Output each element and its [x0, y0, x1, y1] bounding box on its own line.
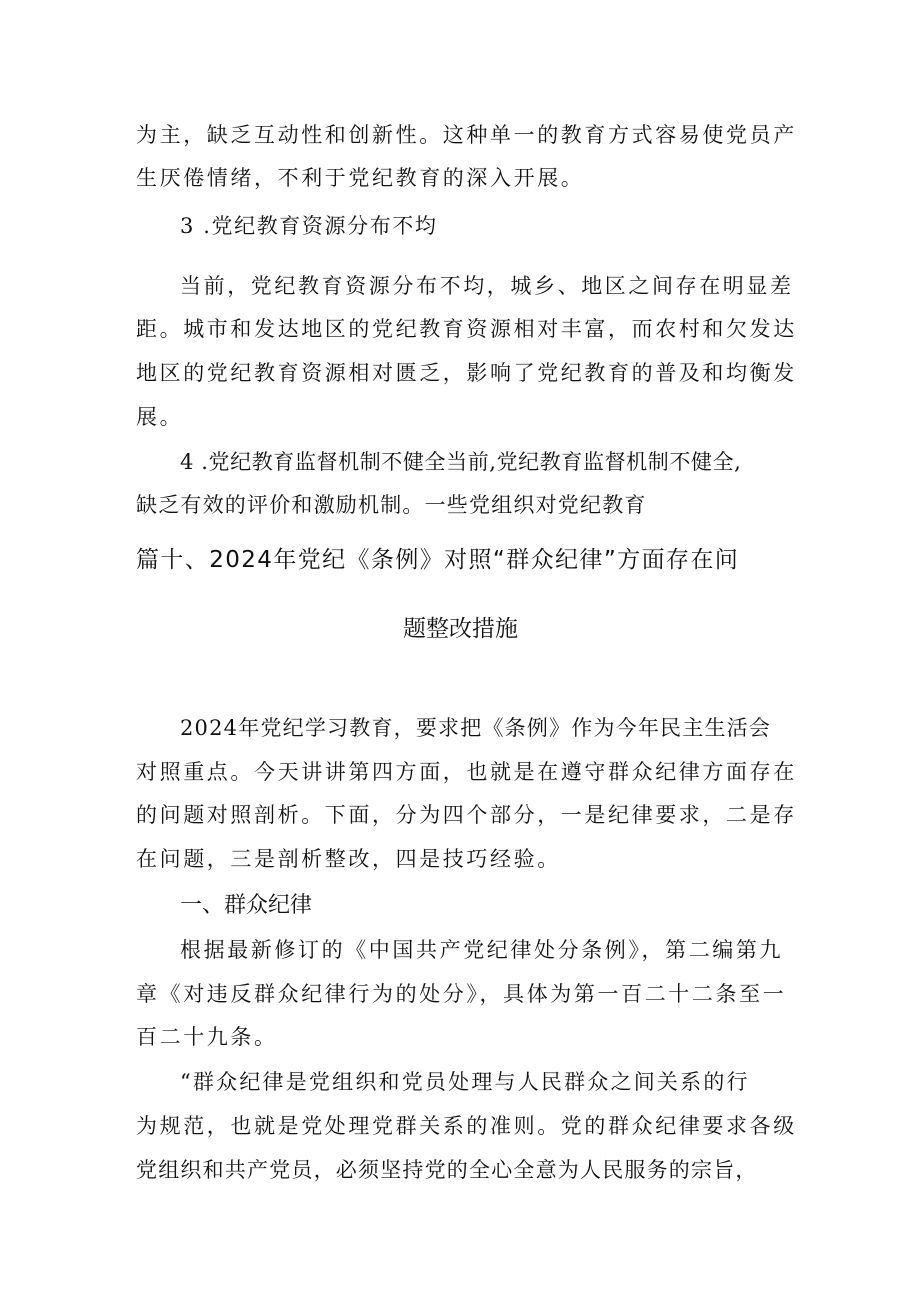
text-line: 4 .党纪教育监督机制不健全当前,党纪教育监督机制不健全,: [180, 450, 742, 474]
text-line: 为规范，也就是党处理党群关系的准则。党的群众纪律要求各级: [136, 1114, 797, 1138]
text-line: 当前，党纪教育资源分布不均，城乡、地区之间存在明显差: [180, 274, 794, 298]
text-line: 根据最新修订的《中国共产党纪律处分条例》，第二编第九: [180, 938, 784, 962]
subsection-heading: 一、群众纪律: [180, 893, 313, 918]
section-title: 篇十、2024年党纪《条例》对照“群众纪律”方面存在问: [136, 547, 740, 573]
text-line: 生厌倦情绪，不利于党纪教育的深入开展。: [136, 166, 585, 190]
text-line: 百二十九条。: [136, 1025, 278, 1049]
section-title-continued: 题整改措施: [403, 616, 518, 642]
text-line: 缺乏有效的评价和激励机制。一些党组织对党纪教育: [136, 493, 647, 517]
text-line: 在问题，三是剖析整改，四是技巧经验。: [136, 847, 561, 871]
text-line: 地区的党纪教育资源相对匮乏，影响了党纪教育的普及和均衡发: [136, 361, 797, 385]
text-line: 的问题对照剖析。下面，分为四个部分，一是纪律要求，二是存: [136, 803, 797, 827]
text-line: 为主，缺乏互动性和创新性。这种单一的教育方式容易使党员产: [136, 123, 797, 147]
text-line: 2024年党纪学习教育，要求把《条例》作为今年民主生活会: [180, 716, 772, 740]
text-line: 党组织和共产党员，必须坚持党的全心全意为人民服务的宗旨，: [136, 1158, 758, 1182]
text-line: 距。城市和发达地区的党纪教育资源相对丰富，而农村和欠发达: [136, 317, 797, 341]
list-item-heading: 3 .党纪教育资源分布不均: [180, 214, 438, 238]
text-line: 对照重点。今天讲讲第四方面，也就是在遵守群众纪律方面存在: [136, 760, 797, 784]
text-line: “群众纪律是党组织和党员处理与人民群众之间关系的行: [180, 1070, 750, 1094]
text-line: 章《对违反群众纪律行为的处分》，具体为第一百二十二条至一: [136, 982, 787, 1006]
text-line: 展。: [136, 405, 184, 429]
